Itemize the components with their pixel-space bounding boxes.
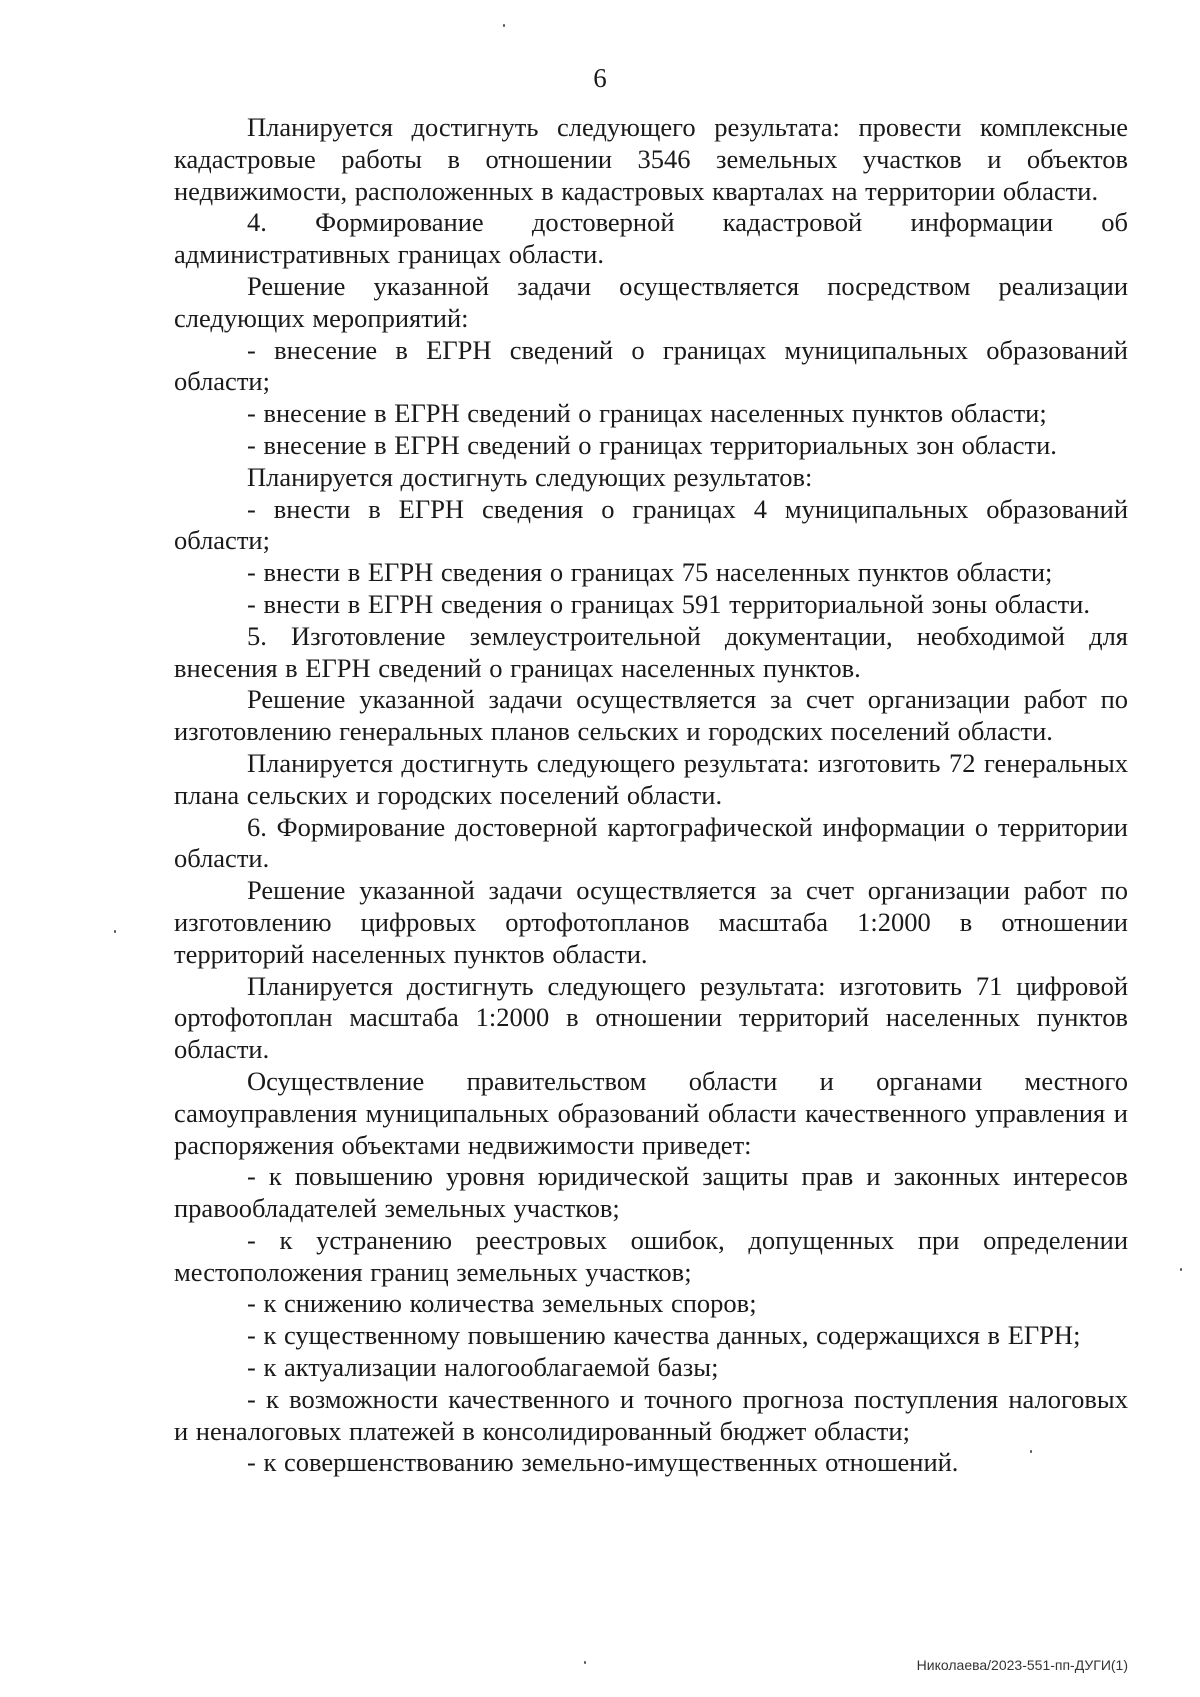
- paragraph-task-6-result: Планируется достигнуть следующего результата: изготовить 71 цифровой ортофотоплан масштаба 1:2000 в отношении территорий населенных пунктов области.: [174, 970, 1128, 1065]
- list-item-data-quality: - к существенному повышению качества данных, содержащихся в ЕГРН;: [247, 1320, 1081, 1351]
- paragraph-task-4-heading: 4. Формирование достоверной кадастровой информации об административных границах области.: [174, 207, 1128, 270]
- list-item-territorial-zones: - внесение в ЕГРН сведений о границах территориальных зон области.: [247, 429, 1057, 460]
- list-item-property-relations: - к совершенствованию земельно-имущественных отношений.: [247, 1447, 959, 1478]
- paragraph-task-4-solution: Решение указанной задачи осуществляется посредством реализации следующих мероприятий:: [174, 270, 1128, 333]
- paragraph-task-4-results-intro: Планируется достигнуть следующих результатов:: [247, 461, 813, 492]
- paragraph-task-5-heading: 5. Изготовление землеустроительной документации, необходимой для внесения в ЕГРН сведений о границах населенных пунктов.: [174, 620, 1128, 683]
- list-item-municipal-boundaries: - внесение в ЕГРН сведений о границах муниципальных образований области;: [174, 334, 1128, 397]
- footer-document-code: Николаева/2023-551-пп-ДУГИ(1): [916, 1657, 1128, 1673]
- scan-speck: [1030, 1450, 1032, 1453]
- list-item-settlement-boundaries: - внесение в ЕГРН сведений о границах населенных пунктов области;: [247, 398, 1047, 429]
- paragraph-result-cadastral-works: Планируется достигнуть следующего результата: провести комплексные кадастровые работы в отношении 3546 земельных участков и объектов недвижимости, расположенных в кадастровых кварталах на территории области.: [174, 112, 1128, 206]
- document-body: [174, 112, 1128, 1479]
- paragraph-task-6-solution: Решение указанной задачи осуществляется за счет организации работ по изготовлению цифровых ортофотопланов масштаба 1:2000 в отношении территорий населенных пунктов области.: [174, 875, 1128, 969]
- paragraph-outcomes-intro: Осуществление правительством области и органами местного самоуправления муниципальных образований области качественного управления и распоряжения объектами недвижимости приведет:: [174, 1065, 1128, 1160]
- list-item-registry-errors: - к устранению реестровых ошибок, допущенных при определении местоположения границ земельных участков;: [174, 1224, 1128, 1287]
- list-item-legal-protection: - к повышению уровня юридической защиты прав и законных интересов правообладателей земельных участков;: [174, 1161, 1128, 1224]
- list-item-result-settlements: - внести в ЕГРН сведения о границах 75 населенных пунктов области;: [247, 557, 1053, 588]
- list-item-budget-forecast: - к возможности качественного и точного прогноза поступления налоговых и неналоговых платежей в консолидированный бюджет области;: [174, 1383, 1128, 1446]
- scan-speck: [114, 930, 116, 933]
- list-item-land-disputes: - к снижению количества земельных споров;: [247, 1288, 757, 1319]
- paragraph-task-6-heading: 6. Формирование достоверной картографической информации о территории области.: [174, 811, 1128, 874]
- scan-speck: [503, 24, 505, 27]
- list-item-result-municipal: - внести в ЕГРН сведения о границах 4 муниципальных образований области;: [174, 493, 1128, 556]
- scan-speck: [584, 1661, 586, 1664]
- scan-speck: [1180, 1268, 1182, 1271]
- page-number: 6: [593, 63, 607, 93]
- list-item-result-zones: - внести в ЕГРН сведения о границах 591 территориальной зоны области.: [247, 588, 1090, 619]
- paragraph-task-5-result: Планируется достигнуть следующего результата: изготовить 72 генеральных плана сельских и городских поселений области.: [174, 747, 1128, 810]
- paragraph-task-5-solution: Решение указанной задачи осуществляется за счет организации работ по изготовлению генеральных планов сельских и городских поселений области.: [174, 684, 1128, 747]
- list-item-tax-base: - к актуализации налогооблагаемой базы;: [247, 1352, 719, 1383]
